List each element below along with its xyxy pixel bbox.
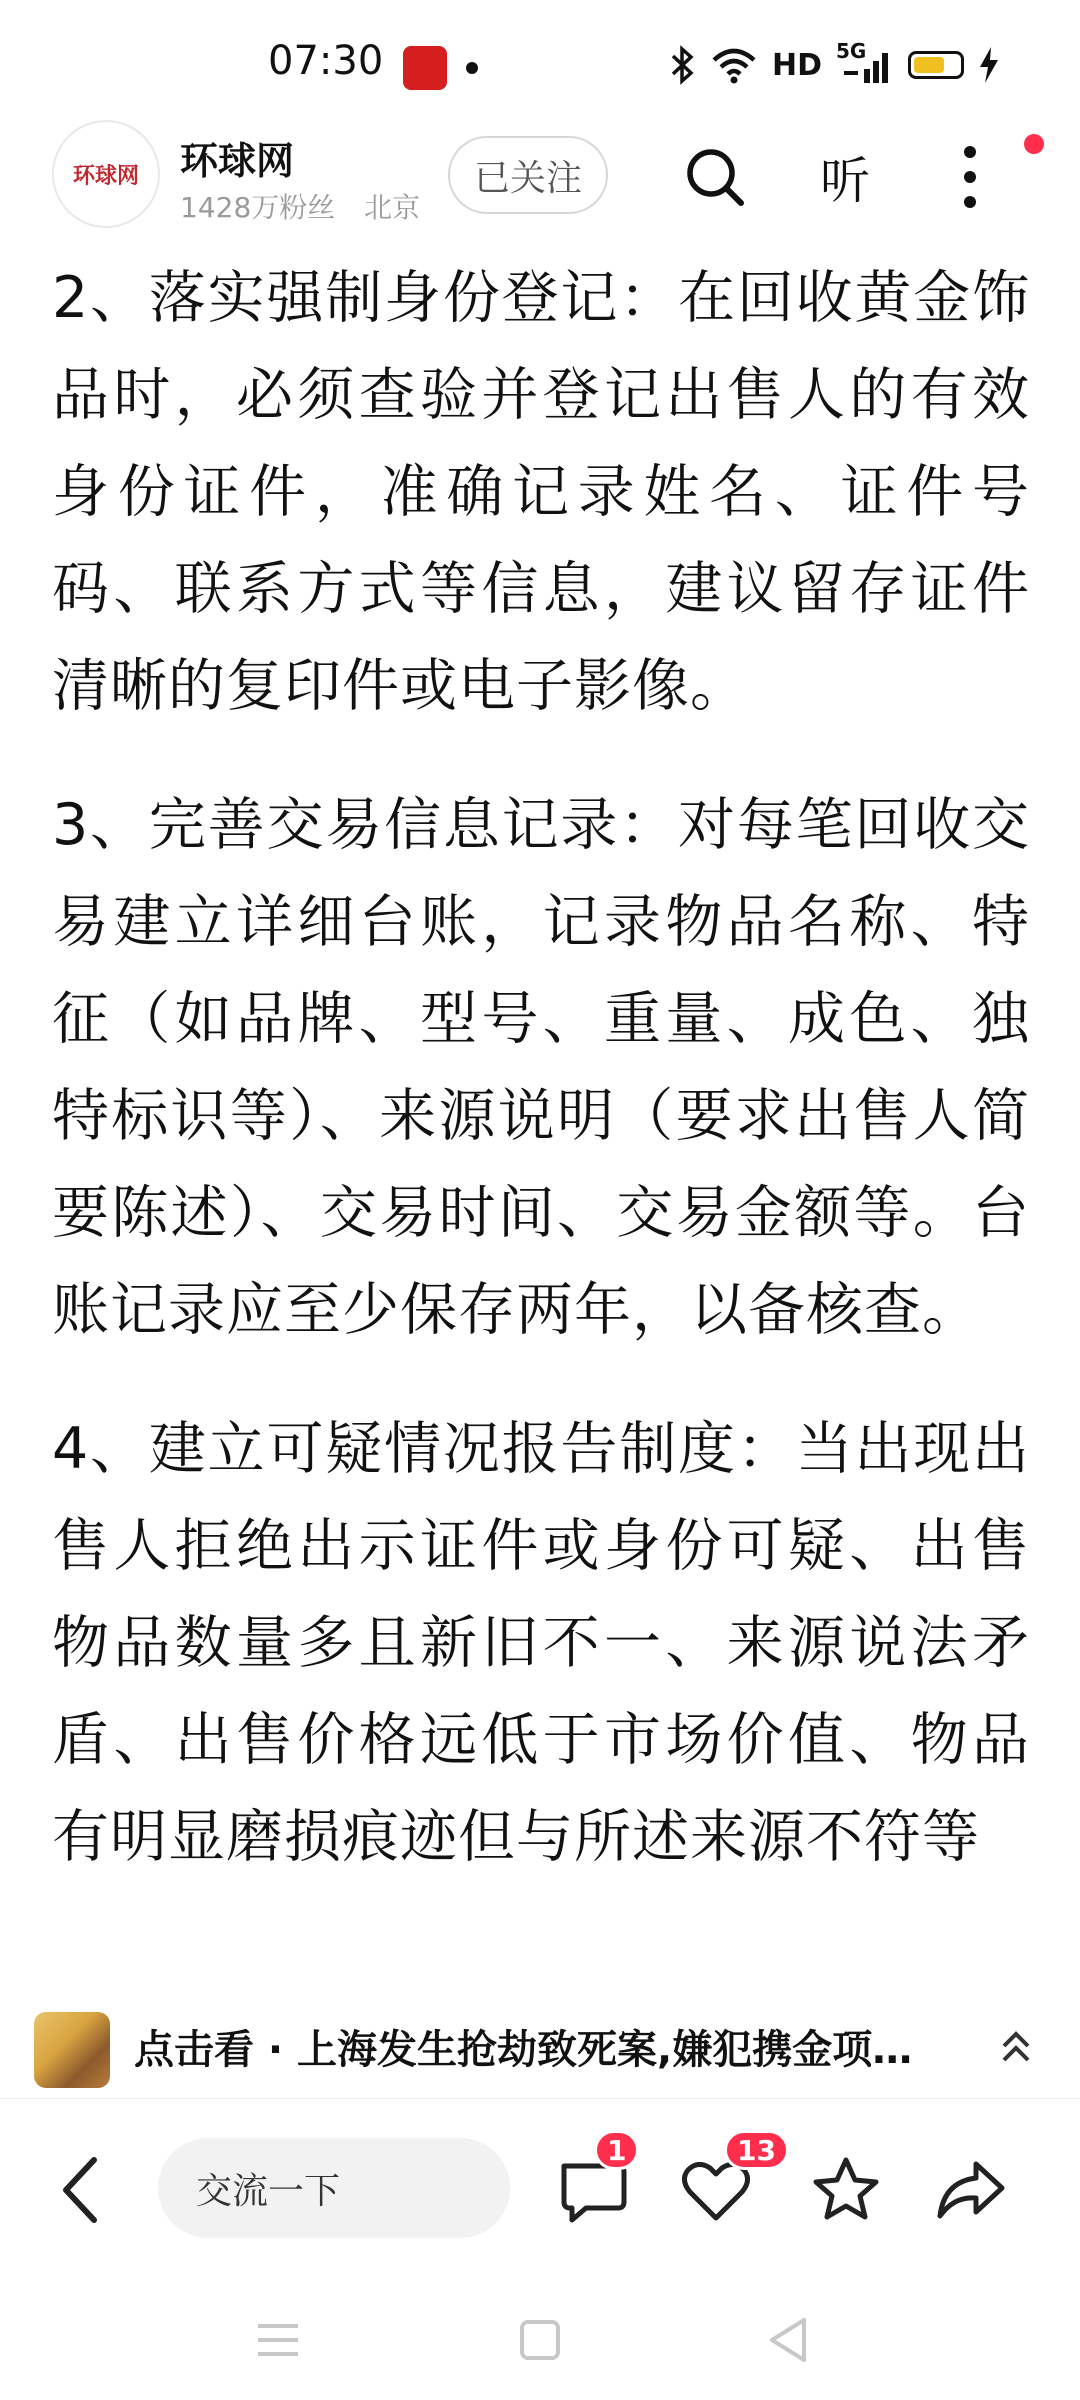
article-paragraph: 2、落实强制身份登记：在回收黄金饰品时，必须查验并登记出售人的有效身份证件，准确记录姓名、证件号码、联系方式等信息，建议留存证件清晰的复印件或电子影像。 [52,265,1030,719]
search-button[interactable] [680,142,750,212]
like-button[interactable] [676,2133,776,2230]
notification-badge-dot [1024,134,1044,154]
source-name[interactable]: 环球网 [180,139,295,183]
source-avatar[interactable] [52,120,160,228]
back-triangle-icon[interactable] [758,2310,818,2370]
status-bar [0,0,1080,130]
follow-button[interactable]: 已关注 [448,136,608,214]
comment-button[interactable] [552,2133,632,2230]
signal-icon [836,39,894,85]
source-meta [180,186,420,226]
article-header [0,120,1080,240]
wifi-icon [710,46,758,84]
share-button[interactable] [930,2150,1010,2230]
signal-label: 5G [836,39,867,63]
share-arrow-icon [930,2150,1010,2230]
source-logo: 环球网 [72,163,139,189]
status-time: 07:30 [268,38,384,84]
notification-dot [466,62,478,74]
status-icons [670,40,1000,90]
battery-icon [908,51,964,79]
comment-input[interactable]: 交流一下 [158,2138,510,2238]
more-vertical-icon [963,145,977,209]
app-news-icon [403,46,447,90]
fans-count: 1428万粉丝 [180,191,336,224]
menu-icon[interactable] [248,2310,308,2370]
back-arrow-icon[interactable] [50,2150,110,2230]
like-count-badge: 13 [724,2130,789,2170]
comment-count-badge: 1 [594,2130,639,2170]
bluetooth-icon [670,45,696,85]
home-icon[interactable] [510,2310,570,2370]
bottom-action-bar [0,2110,1080,2260]
related-thumbnail [34,2012,110,2088]
star-icon [806,2150,886,2230]
related-news-bar[interactable] [0,1988,1080,2099]
charging-icon [978,45,1000,85]
related-news-title[interactable]: 点击看 · 上海发生抢劫致死案,嫌犯携金项… [134,2027,913,2073]
source-location: 北京 [364,191,421,224]
article-paragraph: 4、建立可疑情况报告制度：当出现出售人拒绝出示证件或身份可疑、出售物品数量多且新旧不一、来源说法矛盾、出售价格远低于市场价值、物品有明显磨损痕迹但与所述来源不符等 [52,1416,1030,1870]
article-body [52,250,1030,1980]
article-paragraph: 3、完善交易信息记录：对每笔回收交易建立详细台账，记录物品名称、特征（如品牌、型号、重量、成色、独特标识等）、来源说明（要求出售人简要陈述）、交易时间、交易金额等。台账记录应至少保存两年，以备核查。 [52,792,1030,1343]
chevron-up-double-icon[interactable] [996,2022,1036,2072]
network-label: HD [772,47,823,83]
search-icon [684,146,746,208]
favorite-button[interactable] [806,2150,886,2230]
listen-label: 听 [820,152,870,210]
listen-button[interactable] [810,142,880,212]
more-button[interactable] [950,142,990,212]
system-nav-bar [0,2270,1080,2400]
